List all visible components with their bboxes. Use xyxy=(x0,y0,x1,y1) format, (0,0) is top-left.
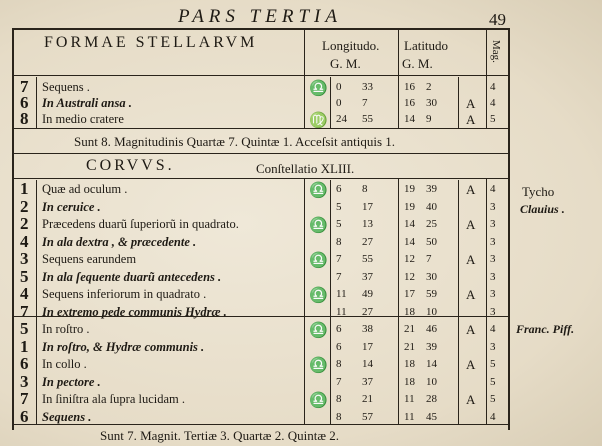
magnitude: 3 xyxy=(490,288,496,300)
star-description: In pectore . xyxy=(42,374,101,389)
longitude-minutes: 13 xyxy=(362,218,373,230)
latitude-minutes: 40 xyxy=(426,200,437,213)
longitude-minutes: 8 xyxy=(362,183,368,195)
row-number: 5 xyxy=(20,266,29,286)
latitude-minutes: 50 xyxy=(426,235,437,248)
col-line xyxy=(458,180,459,424)
star-description: In medio cratere xyxy=(42,112,124,126)
austral-marker: A xyxy=(466,182,476,197)
latitude-degrees: 11 xyxy=(404,393,415,405)
austral-marker: A xyxy=(466,322,476,337)
magnitude: 3 xyxy=(490,340,496,353)
row-number: 3 xyxy=(20,249,29,268)
col-line xyxy=(398,28,399,128)
latitude-degrees: 17 xyxy=(404,288,415,300)
latitude-degrees: 14 xyxy=(404,113,415,125)
col-mag: Mag. xyxy=(490,40,502,63)
longitude-minutes: 37 xyxy=(362,270,373,283)
row-number: 2 xyxy=(20,196,29,216)
latitude-minutes: 59 xyxy=(426,288,437,300)
longitude-minutes: 38 xyxy=(362,323,373,335)
longitude-minutes: 7 xyxy=(362,97,368,109)
zodiac-sign: ♎ xyxy=(309,393,328,409)
longitude-minutes: 37 xyxy=(362,375,373,388)
star-description: In ala dextra , & præcedente . xyxy=(42,234,197,249)
magnitude: 5 xyxy=(490,358,496,370)
zodiac-sign: ♎ xyxy=(309,183,328,199)
margin-note-franc: Franc. Piff. xyxy=(516,322,575,336)
longitude-degrees: 8 xyxy=(336,235,342,248)
austral-marker: A xyxy=(466,96,476,111)
row-number: 7 xyxy=(20,389,29,408)
longitude-degrees: 7 xyxy=(336,253,342,265)
col-line xyxy=(486,28,487,128)
longitude-degrees: 7 xyxy=(336,270,342,283)
longitude-minutes: 21 xyxy=(362,393,373,405)
magnitude: 4 xyxy=(490,410,496,423)
row-number: 8 xyxy=(20,109,29,128)
longitude-minutes: 57 xyxy=(362,410,373,423)
austral-marker: A xyxy=(466,357,476,372)
latitude-degrees: 21 xyxy=(404,340,415,353)
latitude-minutes: 28 xyxy=(426,393,437,405)
constellation-number: Conſtellatio XLIII. xyxy=(256,161,355,176)
star-description: In roſtro . xyxy=(42,322,90,336)
star-description: Sequens inferiorum in quadrato . xyxy=(42,287,207,301)
divider xyxy=(12,153,508,154)
latitude-degrees: 19 xyxy=(404,183,415,195)
longitude-minutes: 14 xyxy=(362,358,373,370)
latitude-degrees: 18 xyxy=(404,305,415,318)
longitude-degrees: 11 xyxy=(336,305,347,318)
latitude-minutes: 30 xyxy=(426,270,437,283)
magnitude: 3 xyxy=(490,218,496,230)
latitude-minutes: 39 xyxy=(426,340,437,353)
star-description: In ala ſequente duarũ antecedens . xyxy=(42,269,222,284)
row-number: 6 xyxy=(20,354,29,373)
latitude-degrees: 12 xyxy=(404,253,415,265)
longitude-minutes: 55 xyxy=(362,253,373,265)
row-number: 4 xyxy=(20,284,29,303)
col-longitudo: Longitudo. xyxy=(322,38,380,53)
magnitude: 5 xyxy=(490,113,496,125)
zodiac-sign: ♎ xyxy=(309,253,328,269)
latitude-minutes: 30 xyxy=(426,97,437,109)
magnitude: 3 xyxy=(490,200,496,213)
latitude-minutes: 10 xyxy=(426,305,437,318)
magnitude: 3 xyxy=(490,253,496,265)
longitude-degrees: 5 xyxy=(336,218,342,230)
row-number: 7 xyxy=(20,301,29,321)
austral-marker: A xyxy=(466,217,476,232)
star-description: Quæ ad oculum . xyxy=(42,182,128,196)
latitude-degrees: 18 xyxy=(404,358,415,370)
latitude-minutes: 39 xyxy=(426,183,437,195)
row-number: 1 xyxy=(20,179,29,198)
star-description: Præcedens duarũ ſuperiorũ in quadrato. xyxy=(42,217,239,231)
col-line xyxy=(486,178,487,424)
magnitude: 3 xyxy=(490,235,496,248)
longitude-degrees: 0 xyxy=(336,97,342,109)
longitude-degrees: 8 xyxy=(336,393,342,405)
col-line xyxy=(330,77,331,129)
latitude-degrees: 16 xyxy=(404,97,415,109)
page-number: 49 xyxy=(489,10,506,29)
latitude-degrees: 12 xyxy=(404,270,415,283)
running-title: PARS TERTIA xyxy=(178,6,342,27)
latitude-degrees: 14 xyxy=(404,235,415,248)
row-number: 5 xyxy=(20,319,29,338)
latitude-minutes: 46 xyxy=(426,323,437,335)
zodiac-sign: ♎ xyxy=(309,323,328,339)
longitude-degrees: 7 xyxy=(336,375,342,388)
longitude-minutes: 27 xyxy=(362,235,373,248)
longitude-degrees: 11 xyxy=(336,288,347,300)
col-line xyxy=(398,178,399,424)
magnitude: 4 xyxy=(490,97,496,109)
magnitude: 4 xyxy=(490,183,496,195)
star-description: Sequens earundem xyxy=(42,252,137,266)
latitude-minutes: 7 xyxy=(426,253,432,265)
longitude-minutes: 49 xyxy=(362,288,373,300)
row-number: 7 xyxy=(20,77,29,96)
divider xyxy=(12,424,508,425)
col-long-sub: G. M. xyxy=(330,56,361,71)
zodiac-sign: ♎ xyxy=(309,288,328,304)
star-description: In ſiniſtra ala ſupra lucidam . xyxy=(42,392,186,406)
row-number: 3 xyxy=(20,371,29,391)
divider xyxy=(12,128,508,129)
latitude-minutes: 14 xyxy=(426,358,437,370)
magnitude: 3 xyxy=(490,305,496,318)
longitude-minutes: 17 xyxy=(362,340,373,353)
latitude-minutes: 9 xyxy=(426,113,432,125)
latitude-minutes: 2 xyxy=(426,81,432,93)
star-description: In ceruice . xyxy=(42,199,101,214)
divider xyxy=(12,178,508,179)
latitude-degrees: 11 xyxy=(404,410,415,423)
row-number: 6 xyxy=(20,406,29,426)
divider xyxy=(12,316,508,317)
magnitude: 5 xyxy=(490,375,496,388)
latitude-degrees: 14 xyxy=(404,218,415,230)
longitude-minutes: 55 xyxy=(362,113,373,125)
col-line xyxy=(36,77,37,129)
row-number: 2 xyxy=(20,214,29,233)
magnitude: 4 xyxy=(490,81,496,93)
magnitude: 3 xyxy=(490,270,496,283)
longitude-degrees: 8 xyxy=(336,358,342,370)
austral-marker: A xyxy=(466,252,476,267)
summary-section1: Sunt 8. Magnitudinis Quartæ 7. Quintæ 1. Acceſsit antiquis 1. xyxy=(74,134,396,149)
latitude-minutes: 45 xyxy=(426,410,437,423)
star-description: In extremo pede communis Hydræ . xyxy=(42,304,227,319)
zodiac-sign: ♎ xyxy=(309,218,328,234)
zodiac-sign: ♎ xyxy=(309,81,328,97)
latitude-minutes: 25 xyxy=(426,218,437,230)
magnitude: 4 xyxy=(490,323,496,335)
col-line xyxy=(330,180,331,424)
col-line xyxy=(304,28,305,128)
col-latitudo: Latitudo xyxy=(404,38,449,53)
longitude-minutes: 27 xyxy=(362,305,373,318)
col-formae: FORMAE STELLARVM xyxy=(44,34,258,51)
longitude-degrees: 0 xyxy=(336,81,342,93)
longitude-degrees: 6 xyxy=(336,323,342,335)
longitude-minutes: 17 xyxy=(362,200,373,213)
longitude-minutes: 33 xyxy=(362,81,373,93)
constellation-name: CORVVS. xyxy=(86,157,175,174)
star-description: In collo . xyxy=(42,357,87,371)
col-line xyxy=(458,77,459,129)
longitude-degrees: 8 xyxy=(336,410,342,423)
zodiac-sign: ♎ xyxy=(309,358,328,374)
austral-marker: A xyxy=(466,392,476,407)
margin-note-tycho: Tycho xyxy=(522,184,555,199)
row-number: 1 xyxy=(20,336,29,356)
col-line xyxy=(304,178,305,424)
star-description: Sequens . xyxy=(42,409,92,424)
latitude-minutes: 10 xyxy=(426,375,437,388)
star-description: Sequens . xyxy=(42,80,90,94)
row-number: 4 xyxy=(20,231,29,251)
star-description: In roſtro, & Hydræ communis . xyxy=(42,339,205,354)
longitude-degrees: 6 xyxy=(336,340,342,353)
latitude-degrees: 19 xyxy=(404,200,415,213)
margin-note-clavius: Clauius . xyxy=(520,202,565,216)
longitude-degrees: 24 xyxy=(336,113,347,125)
row-number: 6 xyxy=(20,93,29,112)
longitude-degrees: 6 xyxy=(336,183,342,195)
magnitude: 5 xyxy=(490,393,496,405)
austral-marker: A xyxy=(466,112,476,127)
latitude-degrees: 18 xyxy=(404,375,415,388)
divider xyxy=(12,75,508,76)
austral-marker: A xyxy=(466,287,476,302)
zodiac-sign: ♍ xyxy=(309,113,328,129)
longitude-degrees: 5 xyxy=(336,200,342,213)
latitude-degrees: 16 xyxy=(404,81,415,93)
latitude-degrees: 21 xyxy=(404,323,415,335)
star-description: In Australi ansa . xyxy=(42,96,132,110)
col-line xyxy=(36,180,37,424)
col-lat-sub: G. M. xyxy=(402,56,433,71)
summary-section2: Sunt 7. Magnit. Tertiæ 3. Quartæ 2. Quintæ 2. xyxy=(100,428,339,443)
